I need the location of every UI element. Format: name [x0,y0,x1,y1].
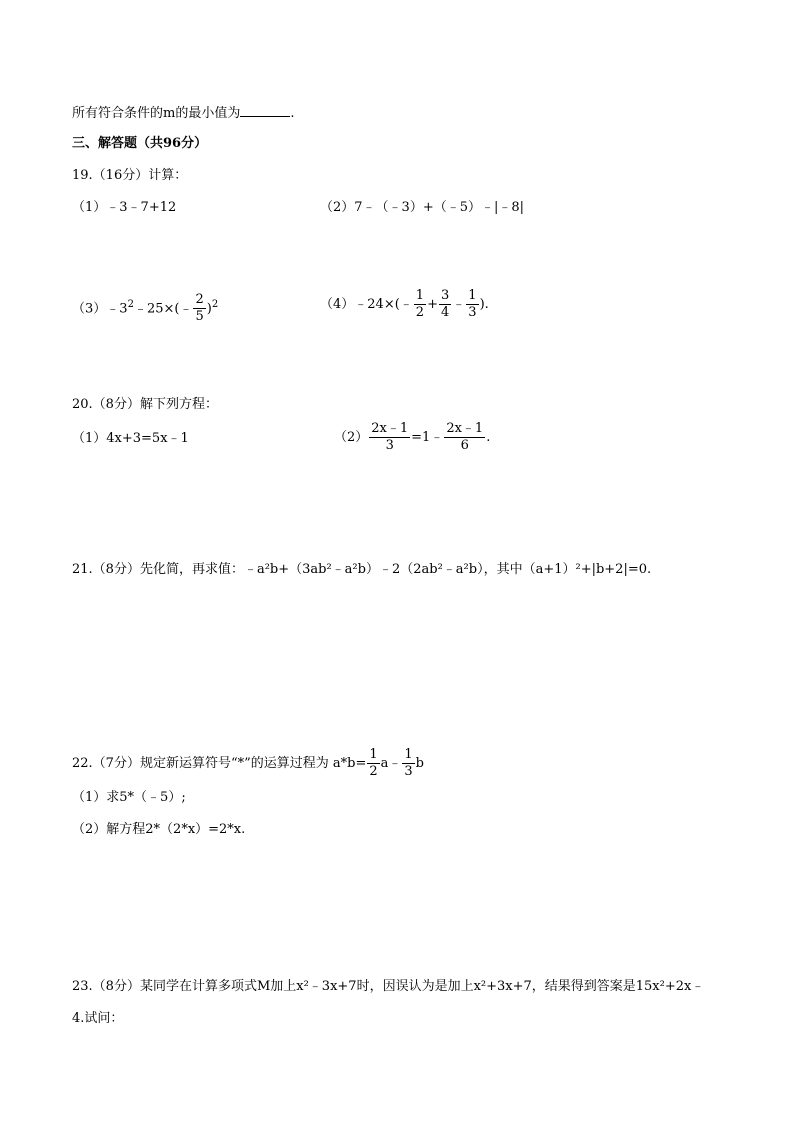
q20-p2-frac1 [369,421,410,454]
q20-p2-f2-num: 2x﹣1 [446,421,484,436]
q19-p4-plus: + [427,297,438,312]
answer-blank [240,104,290,117]
q22-frac2 [402,747,414,780]
q19-p4-f3-num: 1 [468,288,477,303]
q19-p4-f2-den: 4 [440,305,450,320]
q19-p4-label: （4） [320,297,355,312]
q20-p2-f1-den: 3 [385,438,394,453]
q22-lead: 22.（7分）规定新运算符号“*”的运算过程为 a*b= [72,756,367,771]
q23-line2: 4.试问： [72,1011,124,1026]
q19-p4-f2-num: 3 [440,288,450,303]
q22-frac1 [367,747,379,780]
q19-p3-label: （3） [72,301,107,317]
q20-p2-mid: =1﹣ [411,430,444,445]
q19-part2: （2）7﹣（﹣3）+（﹣5）﹣|﹣8| [320,200,525,215]
q19-p4-frac1 [414,288,426,321]
q22-end: b [415,756,424,771]
q19-p3-fraction [193,292,205,325]
q19-p3-close: ) [206,301,212,317]
q20-p2-f1-num: 2x﹣1 [371,421,409,436]
q23-line1: 23.（8分）某同学在计算多项式M加上x²﹣3x+7时，因误认为是加上x²+3x+7，结果得到答案是15x²+2x﹣ [72,979,705,994]
q22-header [72,746,424,782]
q19-p4-f1-den: 2 [415,305,425,320]
q19-p3-den: 5 [195,309,204,325]
q22-part2: （2）解方程2*（2*x）=2*x. [72,822,246,837]
q22-f2-num: 1 [404,747,413,762]
q19-p4-lead: ﹣24×(﹣ [354,297,413,312]
q20-p2-frac2 [444,421,485,454]
q22-f1-den: 2 [369,764,378,779]
q19-p4-close: ). [479,297,489,312]
q22-f2-den: 3 [404,764,413,779]
q20-part2 [334,420,490,456]
q19-header: 19.（16分）计算： [72,168,188,183]
q19-p4-f3-den: 3 [468,305,477,320]
q19-p4-f1-num: 1 [415,288,425,303]
top-line-text: 所有符合条件的m的最小值为 [72,106,241,121]
section-title: 三、解答题（共96分） [72,136,208,151]
q19-p3-mid: ﹣25×(﹣ [133,301,193,317]
q20-p2-end: . [486,430,491,445]
q19-p3-exp2: 2 [211,299,219,310]
q19-part1: （1）﹣3﹣7+12 [72,200,177,215]
q19-part3 [72,287,218,327]
top-line-end: . [290,106,295,121]
q22-part1: （1）求5*（﹣5）; [72,790,186,805]
q19-p3-exp: 2 [127,299,134,310]
q19-p3-num: 2 [195,292,204,308]
q22-mid: a﹣ [380,756,402,771]
q20-header: 20.（8分）解下列方程： [72,397,218,412]
q21-text: 21.（8分）先化简，再求值：﹣a²b+（3ab²﹣a²b）﹣2（2ab²﹣a²b），其中（a+1）²+|b+2|=0. [72,562,652,577]
q20-part1: （1）4x+3=5x﹣1 [72,431,189,446]
q19-p4-minus: ﹣ [452,297,466,312]
top-line [72,104,294,123]
q20-p2-label: （2） [334,430,369,445]
q22-f1-num: 1 [369,747,378,762]
q19-p4-frac2 [439,288,451,321]
q20-p2-f2-den: 6 [460,438,469,453]
q19-part4 [320,287,489,323]
q19-p4-frac3 [466,288,478,321]
q19-p3-base: ﹣3 [106,301,128,317]
